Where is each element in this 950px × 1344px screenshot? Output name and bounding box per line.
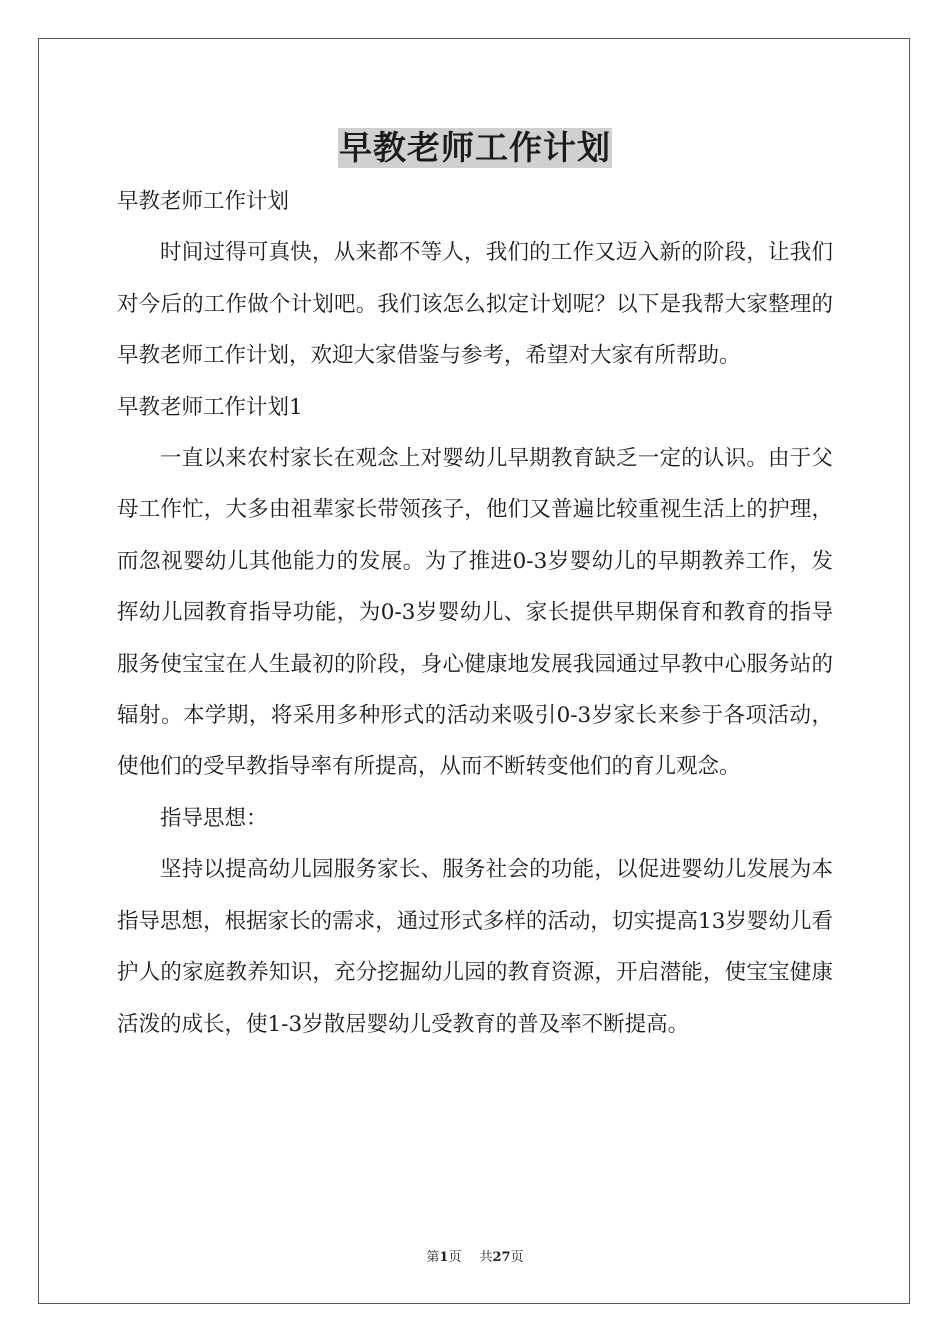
page-suffix: 页 bbox=[448, 1250, 462, 1265]
title-container bbox=[0, 128, 950, 168]
total-prefix: 共 bbox=[479, 1250, 493, 1265]
page-prefix: 第 bbox=[426, 1250, 440, 1265]
document-title: 早教老师工作计划 bbox=[339, 128, 611, 167]
page-current: 1 bbox=[439, 1250, 449, 1265]
page-total: 27 bbox=[492, 1250, 511, 1265]
page-footer bbox=[0, 1246, 950, 1265]
document-body bbox=[117, 176, 833, 1050]
paragraph-guiding-heading: 指导思想： bbox=[160, 805, 268, 831]
paragraph-subtitle: 早教老师工作计划 bbox=[117, 189, 290, 214]
paragraph-background: 一直以来农村家长在观念上对婴幼儿早期教育缺乏一定的认识。由于父母工作忙，大多由祖辈家长带领孩子，他们又普遍比较重视生活上的护理，而忽视婴幼儿其他能力的发展。为了推进0-3岁婴幼儿的早期教养工作，发挥幼儿园教育指导功能，为0-3岁婴幼儿、家长提供早期保育和教育的指导服务使宝宝在人生最初的阶段，身心健康地发展我园通过早教中心服务站的辐射。本学期，将采用多种形式的活动来吸引0-3岁家长来参于各项活动，使他们的受早教指导率有所提高，从而不断转变他们的育儿观念。 bbox=[117, 446, 833, 780]
paragraph-intro: 时间过得可真快，从来都不等人，我们的工作又迈入新的阶段，让我们对今后的工作做个计划吧。我们该怎么拟定计划呢？以下是我帮大家整理的早教老师工作计划，欢迎大家借鉴与参考，希望对大家有所帮助。 bbox=[117, 240, 833, 369]
paragraph-guiding-thought: 坚持以提高幼儿园服务家长、服务社会的功能，以促进婴幼儿发展为本指导思想，根据家长的需求，通过形式多样的活动，切实提高13岁婴幼儿看护人的家庭教养知识，充分挖掘幼儿园的教育资源，开启潜能，使宝宝健康活泼的成长，使1-3岁散居婴幼儿受教育的普及率不断提高。 bbox=[117, 857, 833, 1037]
total-suffix: 页 bbox=[510, 1250, 524, 1265]
paragraph-section-heading: 早教老师工作计划1 bbox=[117, 394, 303, 420]
